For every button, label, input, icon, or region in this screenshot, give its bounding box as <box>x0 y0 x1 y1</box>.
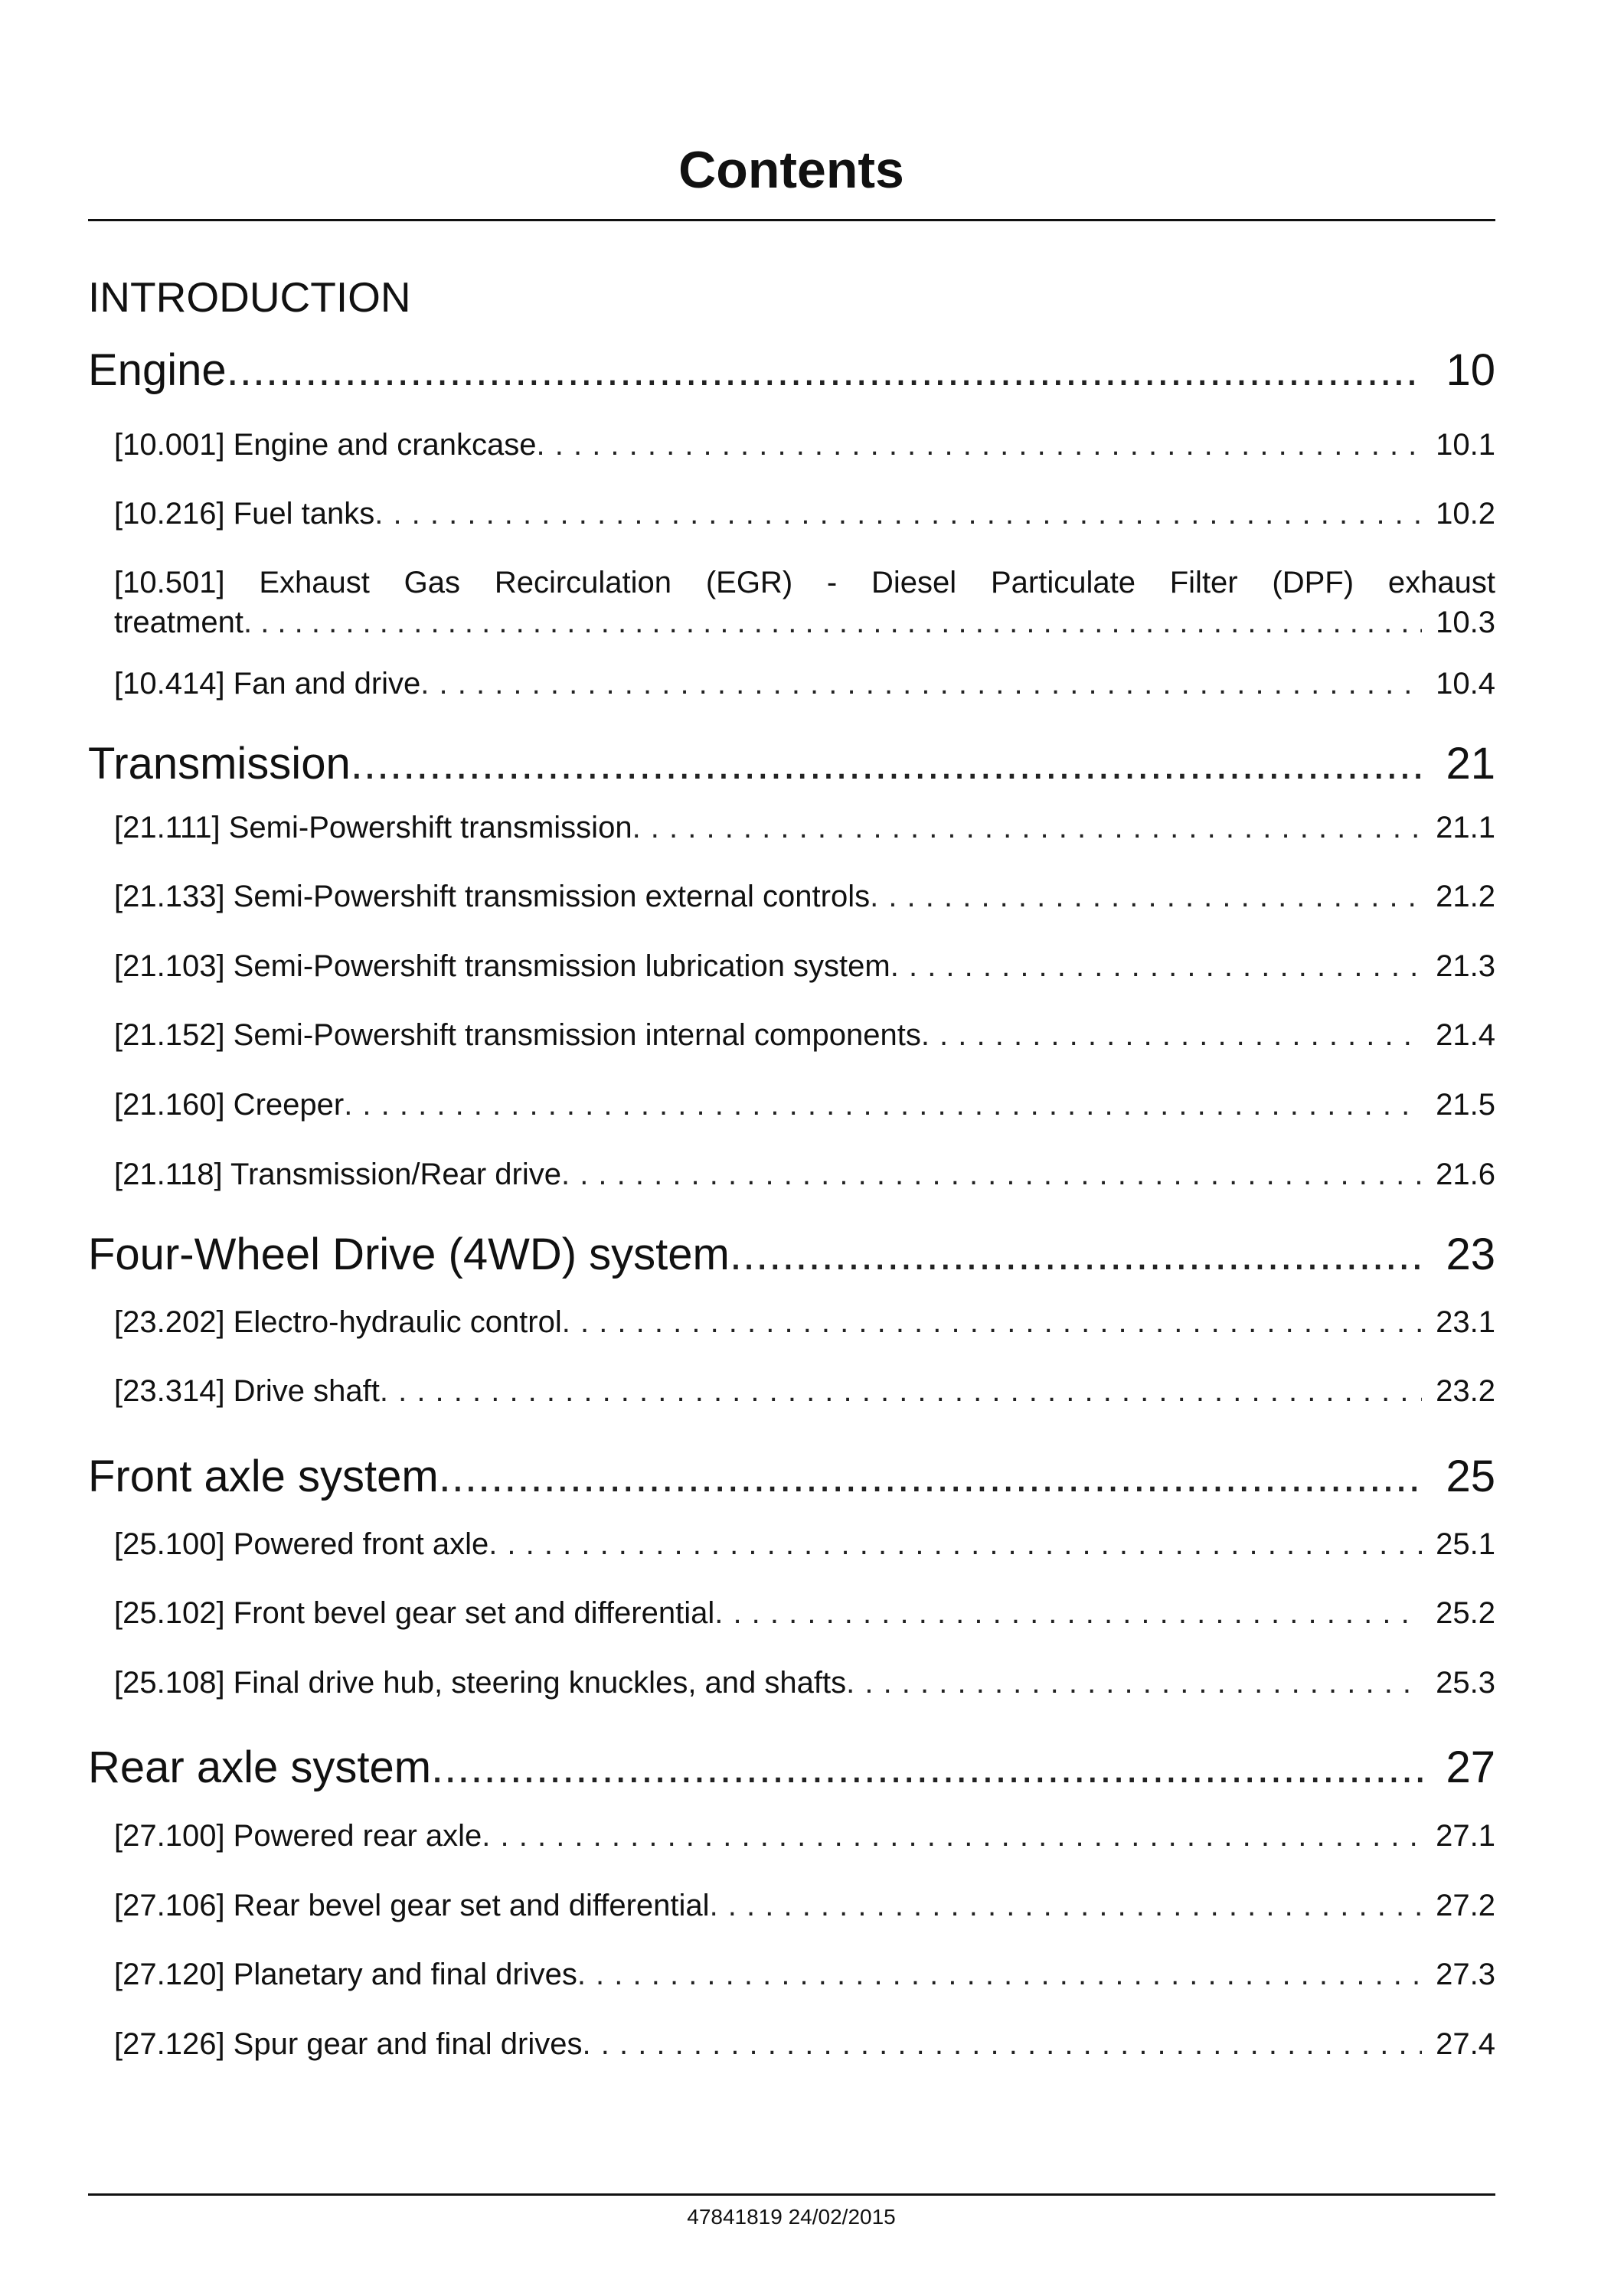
toc-section-4wd[interactable] <box>88 1228 1495 1282</box>
toc-item[interactable] <box>114 1663 1495 1703</box>
toc-item-page: 21.5 <box>1436 1088 1495 1122</box>
toc-section-title: Four-Wheel Drive (4WD) system <box>88 1230 730 1279</box>
toc-dot-leader <box>710 1886 1423 1925</box>
toc-dot-leader <box>537 425 1423 465</box>
toc-dot-leader <box>632 808 1423 848</box>
toc-item-label: [25.100] Powered front axle <box>114 1527 489 1561</box>
toc-item-label: [21.160] Creeper <box>114 1088 345 1122</box>
toc-page-number: 21 <box>1446 739 1495 789</box>
toc-item-label: [21.111] Semi-Powershift transmission <box>114 811 632 844</box>
toc-dot-leader <box>420 664 1422 704</box>
page-title: Contents <box>678 141 904 199</box>
toc-item-page: 21.1 <box>1436 811 1495 844</box>
toc-dot-leader <box>577 1955 1422 1994</box>
toc-dot-leader <box>561 1155 1422 1194</box>
toc-section-title: Rear axle system <box>88 1742 432 1792</box>
toc-item-page: 21.3 <box>1436 949 1495 983</box>
toc-section-title: Engine <box>88 345 227 395</box>
toc-item-label: [23.314] Drive shaft <box>114 1374 380 1408</box>
toc-item-page: 23.2 <box>1436 1374 1495 1408</box>
toc-item-label: [21.118] Transmission/Rear drive <box>114 1158 561 1191</box>
toc-item[interactable] <box>114 1524 1495 1564</box>
toc-dot-leader <box>890 946 1422 986</box>
toc-item[interactable] <box>114 1593 1495 1633</box>
toc-item[interactable] <box>114 1155 1495 1194</box>
toc-dot-leader <box>243 603 1422 642</box>
toc-dot-leader <box>870 877 1422 916</box>
toc-dot-leader <box>846 1663 1422 1703</box>
toc-item[interactable] <box>114 1371 1495 1411</box>
footer-doc-id: 47841819 24/02/2015 <box>687 2205 896 2229</box>
toc-item-page: 21.2 <box>1436 880 1495 913</box>
toc-dot-leader <box>344 1085 1422 1125</box>
toc-section-front-axle[interactable] <box>88 1450 1495 1504</box>
toc-item-label-word: Particulate <box>990 566 1135 599</box>
toc-dot-leader <box>921 1015 1422 1055</box>
toc-item[interactable] <box>114 1816 1495 1856</box>
toc-dot-leader <box>439 1450 1423 1504</box>
toc-item-label: [27.100] Powered rear axle <box>114 1819 482 1853</box>
toc-item-page: 27.3 <box>1436 1958 1495 1991</box>
toc-item-page: 10.1 <box>1436 428 1495 462</box>
toc-intro-heading[interactable]: INTRODUCTION <box>88 273 411 321</box>
toc-item-label: [21.133] Semi-Powershift transmission external controls <box>114 880 871 913</box>
toc-item-label: treatment <box>114 606 243 639</box>
toc-item-page: 27.4 <box>1436 2027 1495 2061</box>
toc-item-label: [23.202] Electro-hydraulic control <box>114 1305 562 1339</box>
toc-item-label-line <box>114 563 1495 603</box>
toc-item[interactable] <box>114 494 1495 534</box>
toc-item[interactable] <box>114 1302 1495 1342</box>
toc-dot-leader <box>380 1371 1422 1411</box>
toc-dot-leader <box>583 2024 1423 2064</box>
toc-item-label-line <box>114 603 1495 642</box>
toc-section-rear-axle[interactable] <box>88 1741 1495 1795</box>
footer-divider <box>88 2193 1495 2196</box>
toc-item-label-word: Diesel <box>871 566 957 599</box>
toc-item[interactable] <box>114 1955 1495 1994</box>
toc-item-label: [27.126] Spur gear and final drives <box>114 2027 583 2061</box>
toc-section-transmission[interactable] <box>88 737 1495 791</box>
toc-item-label-word: Filter <box>1169 566 1238 599</box>
toc-item-label-word: [10.501] <box>114 566 225 599</box>
toc-page-number: 10 <box>1446 345 1495 395</box>
toc-item-label-word: Gas <box>404 566 461 599</box>
toc-item-label: [25.102] Front bevel gear set and differential <box>114 1596 715 1630</box>
toc-item-label-word: exhaust <box>1387 566 1495 599</box>
toc-dot-leader <box>374 494 1422 534</box>
toc-item[interactable] <box>114 877 1495 916</box>
toc-section-engine[interactable] <box>88 344 1495 397</box>
toc-item[interactable] <box>114 1886 1495 1925</box>
toc-item-label-word: Exhaust <box>259 566 370 599</box>
toc-item-label: [27.106] Rear bevel gear set and differential <box>114 1889 710 1922</box>
toc-item[interactable] <box>114 563 1495 642</box>
toc-item[interactable] <box>114 425 1495 465</box>
toc-dot-leader <box>482 1816 1422 1856</box>
toc-dot-leader <box>227 344 1423 397</box>
toc-item-label: [21.103] Semi-Powershift transmission lubrication system <box>114 949 890 983</box>
toc-dot-leader <box>562 1302 1422 1342</box>
toc-item-label: [21.152] Semi-Powershift transmission internal components <box>114 1018 921 1052</box>
toc-dot-leader <box>489 1524 1422 1564</box>
toc-item-page: 21.4 <box>1436 1018 1495 1052</box>
toc-item-page: 21.6 <box>1436 1158 1495 1191</box>
toc-item-page: 10.3 <box>1436 606 1495 639</box>
toc-item-page: 10.2 <box>1436 497 1495 531</box>
toc-item-page: 10.4 <box>1436 667 1495 701</box>
toc-item[interactable] <box>114 1015 1495 1055</box>
toc-dot-leader <box>351 737 1423 791</box>
toc-item[interactable] <box>114 808 1495 848</box>
toc-item-page: 25.3 <box>1436 1666 1495 1700</box>
toc-item-label-word: Recirculation <box>494 566 672 599</box>
title-divider <box>88 219 1495 221</box>
toc-dot-leader <box>730 1228 1423 1282</box>
toc-item-page: 23.1 <box>1436 1305 1495 1339</box>
toc-section-title: Transmission <box>88 739 351 789</box>
toc-item-page: 27.2 <box>1436 1889 1495 1922</box>
toc-item[interactable] <box>114 946 1495 986</box>
toc-item-label: [27.120] Planetary and final drives <box>114 1958 577 1991</box>
toc-item-label-word: - <box>826 566 838 599</box>
toc-section-title: Front axle system <box>88 1452 439 1501</box>
toc-item-label: [10.001] Engine and crankcase <box>114 428 537 462</box>
toc-item-label: [10.414] Fan and drive <box>114 667 421 701</box>
toc-page-number: 23 <box>1446 1230 1495 1279</box>
toc-item[interactable] <box>114 664 1495 704</box>
toc-item-label: [25.108] Final drive hub, steering knuckles, and shafts <box>114 1666 847 1700</box>
toc-dot-leader <box>714 1593 1422 1633</box>
toc-dot-leader <box>431 1741 1423 1795</box>
toc-item-page: 25.1 <box>1436 1527 1495 1561</box>
toc-item[interactable] <box>114 2024 1495 2064</box>
toc-item-label-word: (EGR) <box>705 566 793 599</box>
toc-item-label: [10.216] Fuel tanks <box>114 497 375 531</box>
toc-item-page: 25.2 <box>1436 1596 1495 1630</box>
toc-page-number: 27 <box>1446 1742 1495 1792</box>
toc-item-label-word: (DPF) <box>1272 566 1354 599</box>
toc-item[interactable] <box>114 1085 1495 1125</box>
toc-item-page: 27.1 <box>1436 1819 1495 1853</box>
toc-page-number: 25 <box>1446 1452 1495 1501</box>
